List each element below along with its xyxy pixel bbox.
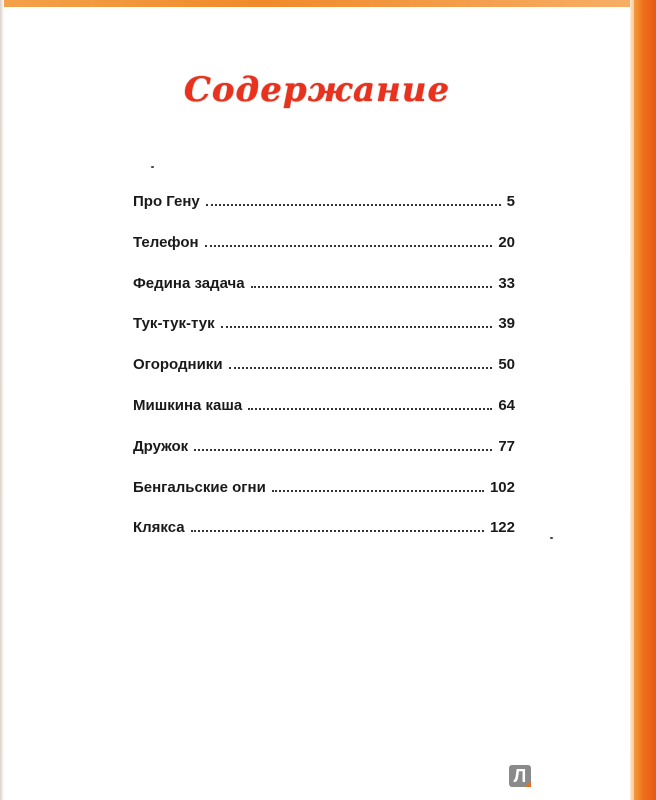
toc-entry-title: Про Гену bbox=[133, 193, 200, 210]
toc-entry-title: Дружок bbox=[133, 437, 189, 455]
toc-entry[interactable] bbox=[133, 234, 515, 275]
toc-entry[interactable] bbox=[133, 275, 515, 316]
toc-entry[interactable] bbox=[133, 397, 515, 438]
toc-entry-page: 5 bbox=[506, 193, 515, 210]
toc-entry-page: 64 bbox=[498, 396, 515, 414]
toc-entry[interactable] bbox=[133, 519, 515, 560]
toc-leader-dots bbox=[191, 530, 484, 532]
toc-entry-page: 20 bbox=[498, 233, 515, 251]
print-speck bbox=[151, 166, 154, 168]
toc-entry-page: 102 bbox=[489, 478, 515, 496]
page-top-border bbox=[0, 0, 656, 7]
toc-entry-title: Телефон bbox=[133, 233, 199, 251]
toc-leader-dots bbox=[248, 408, 492, 410]
toc-entry-title: Бенгальские огни bbox=[133, 478, 266, 496]
toc-entry-page: 39 bbox=[498, 315, 515, 333]
toc-entry-title: Огородники bbox=[133, 356, 223, 374]
toc-leader-dots bbox=[251, 286, 493, 288]
toc-entry[interactable] bbox=[133, 193, 515, 234]
toc-entry-title: Тук-тук-тук bbox=[133, 315, 215, 333]
toc-entry-page: 50 bbox=[498, 356, 515, 374]
toc-entry-page: 77 bbox=[498, 437, 515, 455]
toc-entry-title: Мишкина каша bbox=[133, 396, 243, 414]
logo-corner-accent bbox=[525, 781, 531, 787]
toc-entry[interactable] bbox=[133, 479, 515, 520]
table-of-contents bbox=[133, 193, 515, 560]
toc-entry-page: 33 bbox=[498, 274, 515, 292]
page-left-shadow bbox=[0, 0, 4, 800]
toc-leader-dots bbox=[205, 245, 493, 247]
labirint-logo-icon: Л bbox=[509, 765, 531, 787]
toc-leader-dots bbox=[194, 449, 492, 451]
toc-leader-dots bbox=[229, 367, 493, 369]
toc-entry-title: Федина задача bbox=[133, 274, 245, 292]
toc-entry-title: Клякса bbox=[133, 519, 185, 537]
print-speck bbox=[550, 537, 553, 539]
toc-entry[interactable] bbox=[133, 356, 515, 397]
toc-leader-dots bbox=[206, 204, 501, 206]
toc-entry-page: 122 bbox=[489, 519, 515, 537]
toc-leader-dots bbox=[272, 490, 484, 492]
toc-entry[interactable] bbox=[133, 315, 515, 356]
toc-leader-dots bbox=[221, 326, 493, 328]
page-title: Содержание bbox=[183, 70, 451, 110]
page-right-border bbox=[634, 0, 656, 800]
toc-entry[interactable] bbox=[133, 438, 515, 479]
